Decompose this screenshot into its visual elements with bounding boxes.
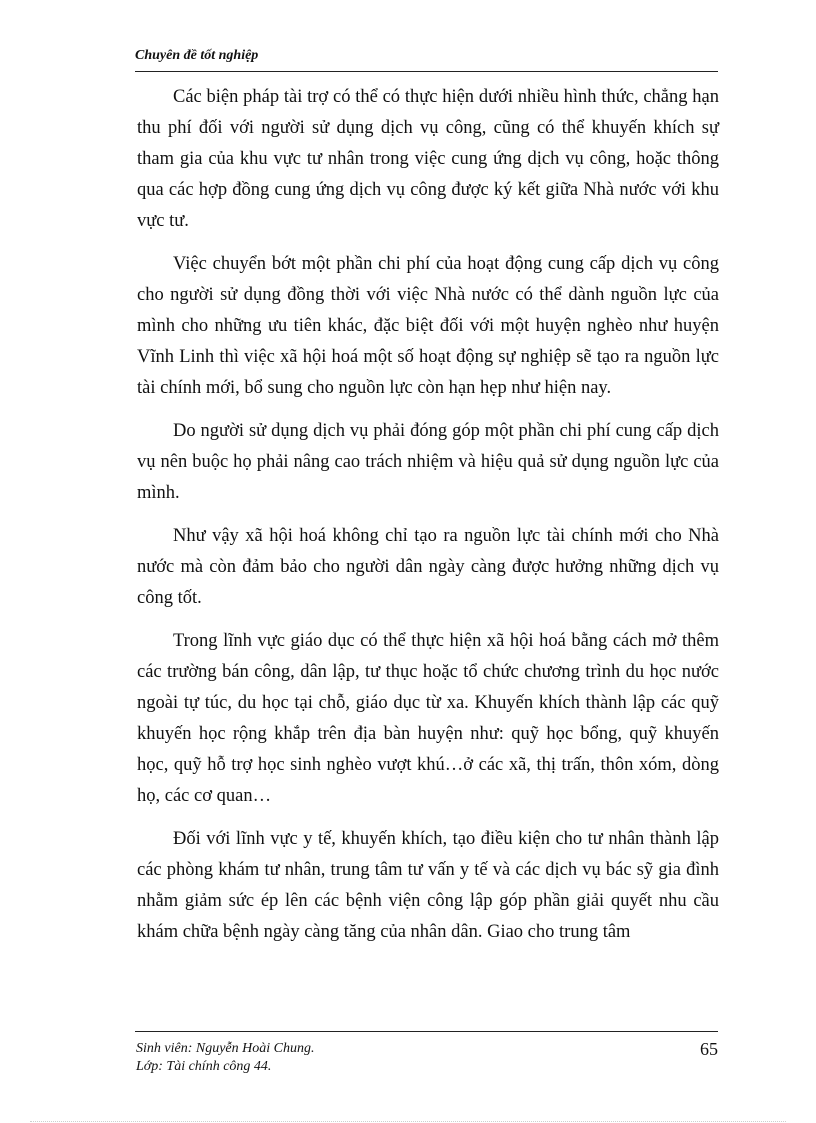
paragraph: Việc chuyển bớt một phần chi phí của hoạt động cung cấp dịch vụ công cho người sử dụng đồng thời với việc Nhà nước có thể dành nguồn lực của mình cho những ưu tiên khác, đặc biệt đối với một huyện nghèo như huyện Vĩnh Linh thì việc xã hội hoá một số hoạt động sự nghiệp sẽ tạo ra nguồn lực tài chính mới, bổ sung cho nguồn lực còn hạn hẹp như hiện nay.: [137, 254, 719, 398]
header-title: Chuyên đề tốt nghiệp: [135, 48, 259, 63]
paragraph: Như vậy xã hội hoá không chỉ tạo ra nguồn lực tài chính mới cho Nhà nước mà còn đảm bảo cho người dân ngày càng được hưởng những dịch vụ công tốt.: [137, 526, 719, 608]
paragraph: Đối với lĩnh vực y tế, khuyến khích, tạo điều kiện cho tư nhân thành lập các phòng khám tư nhân, trung tâm tư vấn y tế và các dịch vụ bác sỹ gia đình nhằm giảm sức ép lên các bệnh viện công lập góp phần giải quyết nhu cầu khám chữa bệnh ngày càng tăng của nhân dân. Giao cho trung tâm: [137, 829, 719, 942]
paragraph: Các biện pháp tài trợ có thể có thực hiện dưới nhiều hình thức, chẳng hạn thu phí đối với người sử dụng dịch vụ công, cũng có thể khuyến khích sự tham gia của khu vực tư nhân trong việc cung ứng dịch vụ công, hoặc thông qua các hợp đồng cung ứng dịch vụ công được ký kết giữa Nhà nước với khu vực tư.: [137, 87, 719, 231]
footer-student-name: Sinh viên: Nguyễn Hoài Chung.: [136, 1041, 315, 1056]
paragraph: Do người sử dụng dịch vụ phải đóng góp một phần chi phí cung cấp dịch vụ nên buộc họ phải nâng cao trách nhiệm và hiệu quả sử dụng nguồn lực của mình.: [137, 421, 719, 503]
page-bottom-border: [30, 1121, 786, 1122]
footer-divider: [135, 1031, 718, 1032]
paragraph: Trong lĩnh vực giáo dục có thể thực hiện xã hội hoá bằng cách mở thêm các trường bán công, dân lập, tư thục hoặc tổ chức chương trình du học nước ngoài tự túc, du học tại chỗ, giáo dục từ xa. Khuyến khích thành lập các quỹ khuyến học rộng khắp trên địa bàn huyện như: quỹ học bổng, quỹ khuyến học, quỹ hỗ trợ học sinh nghèo vượt khú…ở các xã, thị trấn, thôn xóm, dòng họ, các cơ quan…: [137, 631, 719, 806]
body-text: [137, 82, 719, 960]
footer-class-name: Lớp: Tài chính công 44.: [136, 1059, 272, 1074]
page-number: 65: [700, 1039, 718, 1059]
header-divider: [135, 71, 718, 72]
